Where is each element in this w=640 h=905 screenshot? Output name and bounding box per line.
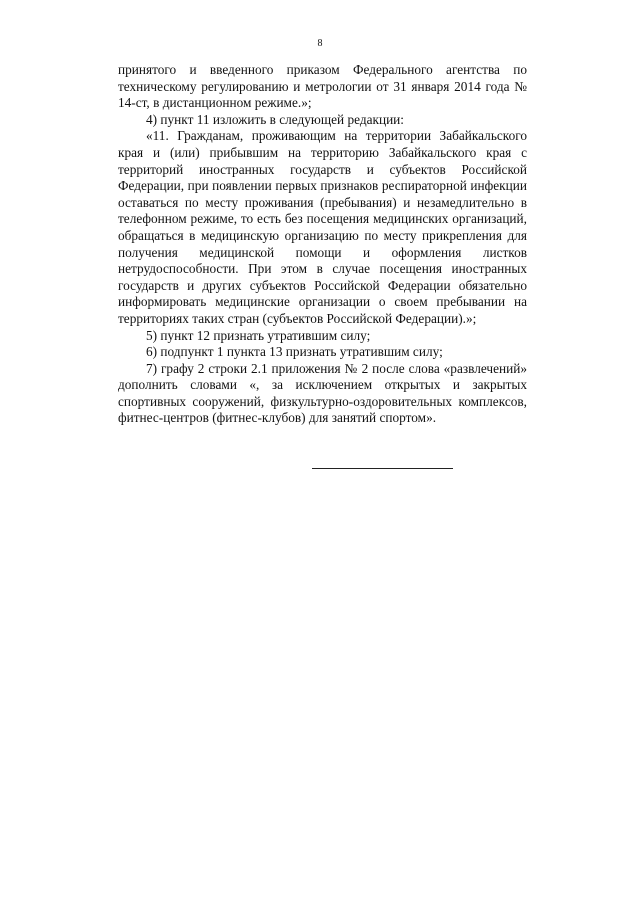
paragraph-item-4: 4) пункт 11 изложить в следующей редакции: xyxy=(146,111,404,127)
paragraph-item-7: 7) графу 2 строки 2.1 приложения № 2 после слова «развлечений» дополнить словами «, за исключением открытых и закрытых спортивных сооружений, физкультурно-оздоровительных комплексов, фитнес-центров (фитнес-клубов) для занятий спортом». xyxy=(118,360,527,426)
end-of-document-line xyxy=(312,468,453,469)
paragraph-item-6: 6) подпункт 1 пункта 13 признать утратившим силу; xyxy=(146,344,443,360)
document-body xyxy=(118,62,527,427)
paragraph-continuation: принятого и введенного приказом Федерального агентства по техническому регулированию и метрологии от 31 января 2014 года № 14-ст, в дистанционном режиме.»; xyxy=(118,62,527,111)
paragraph-item-5: 5) пункт 12 признать утратившим силу; xyxy=(146,327,371,343)
paragraph-point-11-text: «11. Гражданам, проживающим на территории Забайкальского края и (или) прибывшим на территорию Забайкальского края с территорий иностранных государств и субъектов Российской Федерации, при появлении первых признаков респираторной инфекции оставаться по месту проживания (пребывания) и незамедлительно в телефонном режиме, то есть без посещения медицинских организаций, обращаться в медицинскую организацию по месту прикрепления для получения медицинской помощи и оформления листков нетрудоспособности. При этом в случае посещения иностранных государств и других субъектов Российской Федерации обязательно информировать медицинские организации о своем пребывании на территориях таких стран (субъектов Российской Федерации).»; xyxy=(118,128,527,326)
page-number: 8 xyxy=(317,38,323,49)
